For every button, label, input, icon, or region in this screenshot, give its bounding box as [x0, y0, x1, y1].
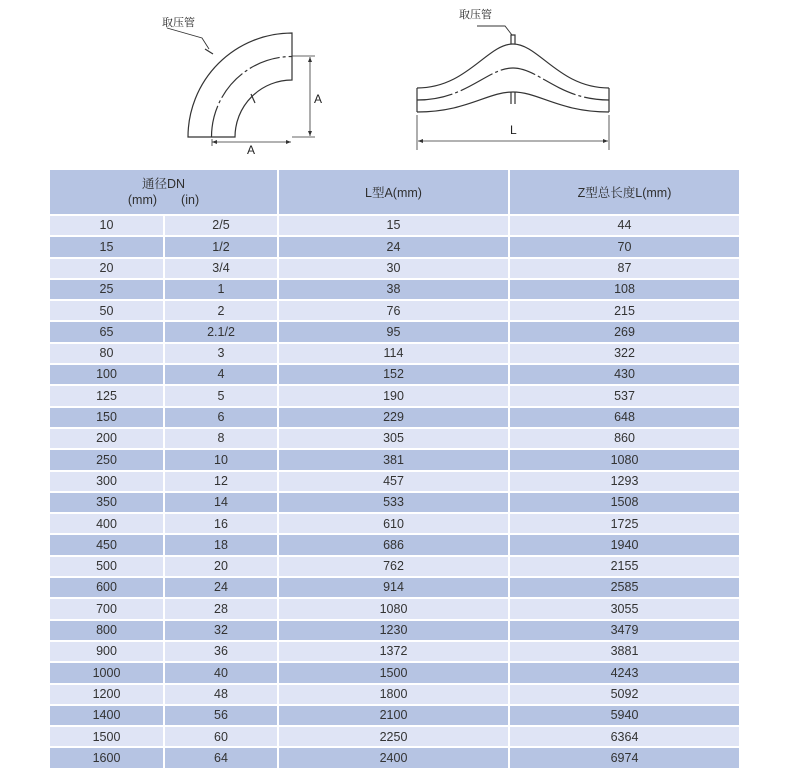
offset-tap-label: 取压管	[459, 9, 492, 21]
cell-dn-mm: 25	[50, 280, 163, 299]
cell-l-type-a: 15	[279, 216, 508, 235]
table-row	[50, 450, 739, 469]
cell-z-type-length: 648	[510, 408, 739, 427]
cell-z-type-length: 2155	[510, 557, 739, 576]
cell-dn-mm: 20	[50, 259, 163, 278]
cell-z-type-length: 269	[510, 322, 739, 341]
cell-l-type-a: 457	[279, 472, 508, 491]
cell-z-type-length: 3881	[510, 642, 739, 661]
cell-z-type-length: 2585	[510, 578, 739, 597]
cell-z-type-length: 3055	[510, 599, 739, 618]
table-row	[50, 280, 739, 299]
cell-dn-mm: 80	[50, 344, 163, 363]
cell-l-type-a: 305	[279, 429, 508, 448]
table-row	[50, 365, 739, 384]
cell-z-type-length: 430	[510, 365, 739, 384]
cell-l-type-a: 2100	[279, 706, 508, 725]
cell-l-type-a: 95	[279, 322, 508, 341]
elbow-tap-label: 取压管	[162, 17, 195, 29]
cell-dn-in: 32	[165, 621, 277, 640]
cell-dn-in: 60	[165, 727, 277, 746]
cell-dn-mm: 1500	[50, 727, 163, 746]
cell-dn-in: 3/4	[165, 259, 277, 278]
cell-l-type-a: 381	[279, 450, 508, 469]
elbow-leader-line	[167, 28, 209, 49]
cell-z-type-length: 4243	[510, 663, 739, 682]
cell-dn-in: 4	[165, 365, 277, 384]
table-row	[50, 408, 739, 427]
cell-dn-in: 36	[165, 642, 277, 661]
cell-l-type-a: 533	[279, 493, 508, 512]
cell-l-type-a: 114	[279, 344, 508, 363]
cell-dn-mm: 10	[50, 216, 163, 235]
cell-l-type-a: 152	[279, 365, 508, 384]
cell-l-type-a: 610	[279, 514, 508, 533]
header-dn-mm: (mm)	[127, 193, 158, 207]
table-row	[50, 493, 739, 512]
cell-dn-mm: 300	[50, 472, 163, 491]
cell-dn-mm: 350	[50, 493, 163, 512]
cell-dn-mm: 500	[50, 557, 163, 576]
cell-l-type-a: 914	[279, 578, 508, 597]
arrow-icon	[308, 57, 312, 62]
cell-dn-mm: 15	[50, 237, 163, 256]
offset-top-tap	[511, 35, 515, 44]
cell-l-type-a: 2250	[279, 727, 508, 746]
cell-dn-in: 40	[165, 663, 277, 682]
table-row	[50, 429, 739, 448]
arrow-icon	[286, 140, 291, 144]
cell-dn-mm: 700	[50, 599, 163, 618]
cell-dn-mm: 1600	[50, 748, 163, 767]
cell-z-type-length: 6974	[510, 748, 739, 767]
table-row	[50, 578, 739, 597]
table-row	[50, 344, 739, 363]
cell-dn-in: 20	[165, 557, 277, 576]
cell-dn-mm: 125	[50, 386, 163, 405]
elbow-dim-a-vertical: A	[314, 92, 323, 106]
cell-z-type-length: 5940	[510, 706, 739, 725]
cell-z-type-length: 6364	[510, 727, 739, 746]
offset-outer-contour	[417, 44, 609, 88]
cell-l-type-a: 686	[279, 535, 508, 554]
cell-dn-mm: 1200	[50, 685, 163, 704]
elbow-dim-a-horizontal: A	[247, 143, 256, 157]
cell-dn-in: 8	[165, 429, 277, 448]
table-row	[50, 642, 739, 661]
cell-dn-in: 1	[165, 280, 277, 299]
cell-l-type-a: 1080	[279, 599, 508, 618]
cell-l-type-a: 1800	[279, 685, 508, 704]
cell-dn-mm: 400	[50, 514, 163, 533]
arrow-icon	[603, 139, 608, 143]
table-row	[50, 322, 739, 341]
cell-dn-in: 14	[165, 493, 277, 512]
cell-dn-mm: 600	[50, 578, 163, 597]
cell-dn-mm: 200	[50, 429, 163, 448]
header-dn-units	[50, 192, 277, 208]
cell-dn-mm: 100	[50, 365, 163, 384]
cell-z-type-length: 108	[510, 280, 739, 299]
table-row	[50, 301, 739, 320]
header-z-type: Z型总长度L(mm)	[510, 170, 739, 214]
arrow-icon	[212, 140, 217, 144]
cell-z-type-length: 70	[510, 237, 739, 256]
cell-l-type-a: 190	[279, 386, 508, 405]
cell-l-type-a: 76	[279, 301, 508, 320]
table-row	[50, 237, 739, 256]
cell-l-type-a: 30	[279, 259, 508, 278]
table-row	[50, 386, 739, 405]
cell-dn-in: 1/2	[165, 237, 277, 256]
cell-l-type-a: 762	[279, 557, 508, 576]
cell-z-type-length: 3479	[510, 621, 739, 640]
table-header-row	[50, 170, 739, 214]
cell-dn-mm: 65	[50, 322, 163, 341]
header-dn-title: 通径DN	[141, 177, 186, 191]
table-row	[50, 599, 739, 618]
cell-dn-in: 2.1/2	[165, 322, 277, 341]
cell-dn-in: 28	[165, 599, 277, 618]
cell-dn-in: 48	[165, 685, 277, 704]
elbow-diagram	[150, 0, 350, 165]
cell-dn-mm: 800	[50, 621, 163, 640]
table-row	[50, 216, 739, 235]
cell-l-type-a: 24	[279, 237, 508, 256]
spec-table	[48, 168, 741, 770]
table-row	[50, 748, 739, 767]
header-dn-in: (in)	[181, 193, 200, 207]
table-row	[50, 706, 739, 725]
offset-bottom-tap	[511, 92, 515, 104]
table-row	[50, 535, 739, 554]
cell-dn-in: 16	[165, 514, 277, 533]
table-row	[50, 557, 739, 576]
table-row	[50, 514, 739, 533]
table-row	[50, 472, 739, 491]
cell-z-type-length: 1080	[510, 450, 739, 469]
cell-l-type-a: 2400	[279, 748, 508, 767]
cell-dn-mm: 900	[50, 642, 163, 661]
offset-inner-contour	[417, 92, 609, 112]
elbow-tap-stub	[205, 49, 213, 54]
arrow-icon	[418, 139, 423, 143]
cell-dn-in: 6	[165, 408, 277, 427]
cell-dn-mm: 1000	[50, 663, 163, 682]
table-row	[50, 663, 739, 682]
cell-l-type-a: 229	[279, 408, 508, 427]
cell-z-type-length: 537	[510, 386, 739, 405]
offset-dim-l: L	[510, 123, 517, 137]
cell-dn-in: 64	[165, 748, 277, 767]
cell-l-type-a: 38	[279, 280, 508, 299]
cell-dn-in: 3	[165, 344, 277, 363]
cell-l-type-a: 1230	[279, 621, 508, 640]
cell-l-type-a: 1500	[279, 663, 508, 682]
table-row	[50, 621, 739, 640]
cell-dn-mm: 250	[50, 450, 163, 469]
cell-dn-mm: 450	[50, 535, 163, 554]
table-row	[50, 259, 739, 278]
table-row	[50, 727, 739, 746]
cell-z-type-length: 1940	[510, 535, 739, 554]
cell-z-type-length: 215	[510, 301, 739, 320]
cell-dn-mm: 150	[50, 408, 163, 427]
cell-dn-mm: 1400	[50, 706, 163, 725]
cell-z-type-length: 860	[510, 429, 739, 448]
cell-z-type-length: 1293	[510, 472, 739, 491]
header-dn	[50, 170, 277, 214]
cell-z-type-length: 1725	[510, 514, 739, 533]
cell-dn-mm: 50	[50, 301, 163, 320]
elbow-outline	[188, 33, 292, 137]
cell-dn-in: 2	[165, 301, 277, 320]
cell-dn-in: 10	[165, 450, 277, 469]
offset-diagram	[405, 0, 620, 165]
cell-dn-in: 12	[165, 472, 277, 491]
arrow-icon	[308, 131, 312, 136]
table-body	[50, 216, 739, 768]
offset-centerline	[417, 68, 609, 100]
offset-leader-line	[477, 26, 512, 35]
cell-dn-in: 18	[165, 535, 277, 554]
cell-z-type-length: 44	[510, 216, 739, 235]
cell-z-type-length: 1508	[510, 493, 739, 512]
cell-dn-in: 56	[165, 706, 277, 725]
header-l-type: L型A(mm)	[279, 170, 508, 214]
cell-dn-in: 24	[165, 578, 277, 597]
cell-z-type-length: 322	[510, 344, 739, 363]
cell-z-type-length: 5092	[510, 685, 739, 704]
cell-dn-in: 2/5	[165, 216, 277, 235]
table-row	[50, 685, 739, 704]
cell-z-type-length: 87	[510, 259, 739, 278]
cell-dn-in: 5	[165, 386, 277, 405]
cell-l-type-a: 1372	[279, 642, 508, 661]
